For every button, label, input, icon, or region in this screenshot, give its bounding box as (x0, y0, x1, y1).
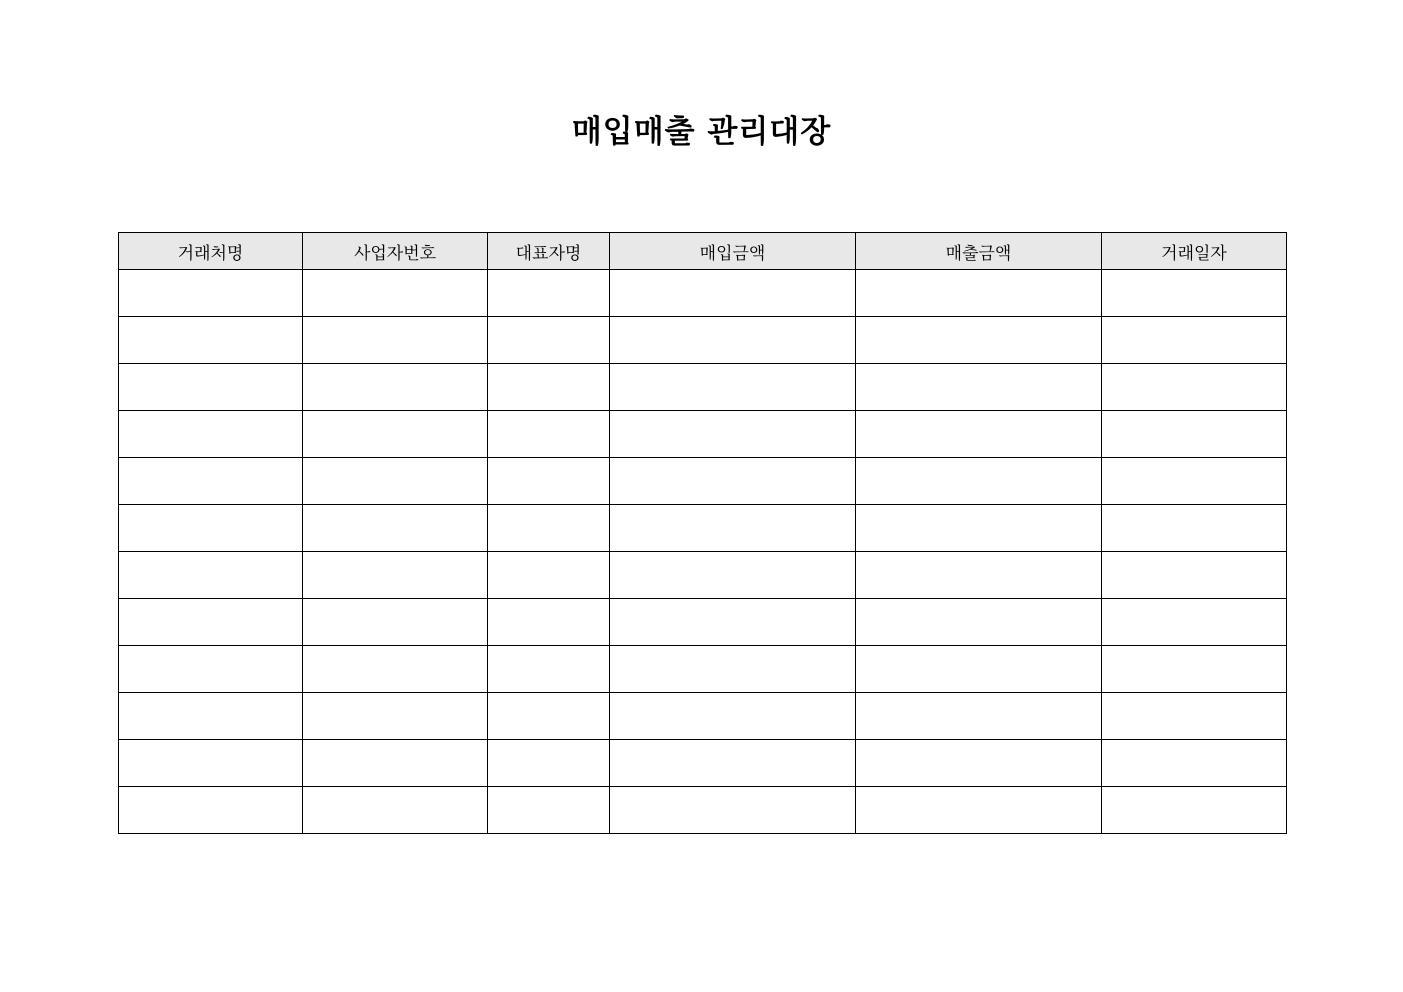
page-title: 매입매출 관리대장 (571, 114, 832, 150)
transaction-date-cell[interactable] (1102, 458, 1287, 505)
client-name-cell[interactable] (119, 552, 303, 599)
header-business-number: 사업자번호 (303, 233, 488, 270)
sales-amount-cell[interactable] (856, 458, 1102, 505)
sales-amount-cell[interactable] (856, 552, 1102, 599)
sales-amount-cell[interactable] (856, 599, 1102, 646)
purchase-amount-cell[interactable] (610, 505, 856, 552)
business-number-cell[interactable] (303, 317, 488, 364)
table-row (119, 646, 1287, 693)
purchase-amount-cell[interactable] (610, 693, 856, 740)
table-row (119, 505, 1287, 552)
ledger-table (118, 232, 1287, 834)
header-client-name: 거래처명 (119, 233, 303, 270)
transaction-date-cell[interactable] (1102, 552, 1287, 599)
table-row (119, 364, 1287, 411)
client-name-cell[interactable] (119, 270, 303, 317)
transaction-date-cell[interactable] (1102, 740, 1287, 787)
transaction-date-cell[interactable] (1102, 693, 1287, 740)
representative-name-cell[interactable] (488, 552, 610, 599)
transaction-date-cell[interactable] (1102, 599, 1287, 646)
sales-amount-cell[interactable] (856, 505, 1102, 552)
purchase-amount-cell[interactable] (610, 364, 856, 411)
business-number-cell[interactable] (303, 411, 488, 458)
table-row (119, 599, 1287, 646)
business-number-cell[interactable] (303, 364, 488, 411)
purchase-amount-cell[interactable] (610, 787, 856, 834)
business-number-cell[interactable] (303, 270, 488, 317)
purchase-amount-cell[interactable] (610, 599, 856, 646)
representative-name-cell[interactable] (488, 505, 610, 552)
ledger-body (119, 270, 1287, 834)
business-number-cell[interactable] (303, 458, 488, 505)
representative-name-cell[interactable] (488, 411, 610, 458)
representative-name-cell[interactable] (488, 458, 610, 505)
sales-amount-cell[interactable] (856, 740, 1102, 787)
transaction-date-cell[interactable] (1102, 505, 1287, 552)
business-number-cell[interactable] (303, 552, 488, 599)
representative-name-cell[interactable] (488, 740, 610, 787)
client-name-cell[interactable] (119, 411, 303, 458)
transaction-date-cell[interactable] (1102, 787, 1287, 834)
business-number-cell[interactable] (303, 599, 488, 646)
client-name-cell[interactable] (119, 599, 303, 646)
representative-name-cell[interactable] (488, 364, 610, 411)
client-name-cell[interactable] (119, 740, 303, 787)
representative-name-cell[interactable] (488, 693, 610, 740)
sales-amount-cell[interactable] (856, 646, 1102, 693)
sales-amount-cell[interactable] (856, 317, 1102, 364)
client-name-cell[interactable] (119, 317, 303, 364)
purchase-amount-cell[interactable] (610, 411, 856, 458)
transaction-date-cell[interactable] (1102, 317, 1287, 364)
header-purchase-amount: 매입금액 (610, 233, 856, 270)
purchase-amount-cell[interactable] (610, 317, 856, 364)
transaction-date-cell[interactable] (1102, 646, 1287, 693)
sales-amount-cell[interactable] (856, 787, 1102, 834)
purchase-amount-cell[interactable] (610, 458, 856, 505)
transaction-date-cell[interactable] (1102, 411, 1287, 458)
purchase-amount-cell[interactable] (610, 646, 856, 693)
client-name-cell[interactable] (119, 505, 303, 552)
sales-amount-cell[interactable] (856, 364, 1102, 411)
business-number-cell[interactable] (303, 646, 488, 693)
table-row (119, 693, 1287, 740)
header-transaction-date: 거래일자 (1102, 233, 1287, 270)
business-number-cell[interactable] (303, 740, 488, 787)
purchase-amount-cell[interactable] (610, 552, 856, 599)
client-name-cell[interactable] (119, 787, 303, 834)
header-sales-amount: 매출금액 (856, 233, 1102, 270)
business-number-cell[interactable] (303, 787, 488, 834)
client-name-cell[interactable] (119, 364, 303, 411)
representative-name-cell[interactable] (488, 646, 610, 693)
header-representative-name: 대표자명 (488, 233, 610, 270)
purchase-amount-cell[interactable] (610, 740, 856, 787)
table-row (119, 458, 1287, 505)
sales-amount-cell[interactable] (856, 270, 1102, 317)
table-row (119, 317, 1287, 364)
business-number-cell[interactable] (303, 693, 488, 740)
representative-name-cell[interactable] (488, 787, 610, 834)
transaction-date-cell[interactable] (1102, 270, 1287, 317)
client-name-cell[interactable] (119, 458, 303, 505)
sales-amount-cell[interactable] (856, 411, 1102, 458)
business-number-cell[interactable] (303, 505, 488, 552)
table-row (119, 270, 1287, 317)
table-row (119, 411, 1287, 458)
table-row (119, 740, 1287, 787)
client-name-cell[interactable] (119, 646, 303, 693)
representative-name-cell[interactable] (488, 270, 610, 317)
client-name-cell[interactable] (119, 693, 303, 740)
table-row (119, 787, 1287, 834)
purchase-amount-cell[interactable] (610, 270, 856, 317)
representative-name-cell[interactable] (488, 599, 610, 646)
header-row (119, 233, 1287, 270)
table-row (119, 552, 1287, 599)
sales-amount-cell[interactable] (856, 693, 1102, 740)
representative-name-cell[interactable] (488, 317, 610, 364)
transaction-date-cell[interactable] (1102, 364, 1287, 411)
